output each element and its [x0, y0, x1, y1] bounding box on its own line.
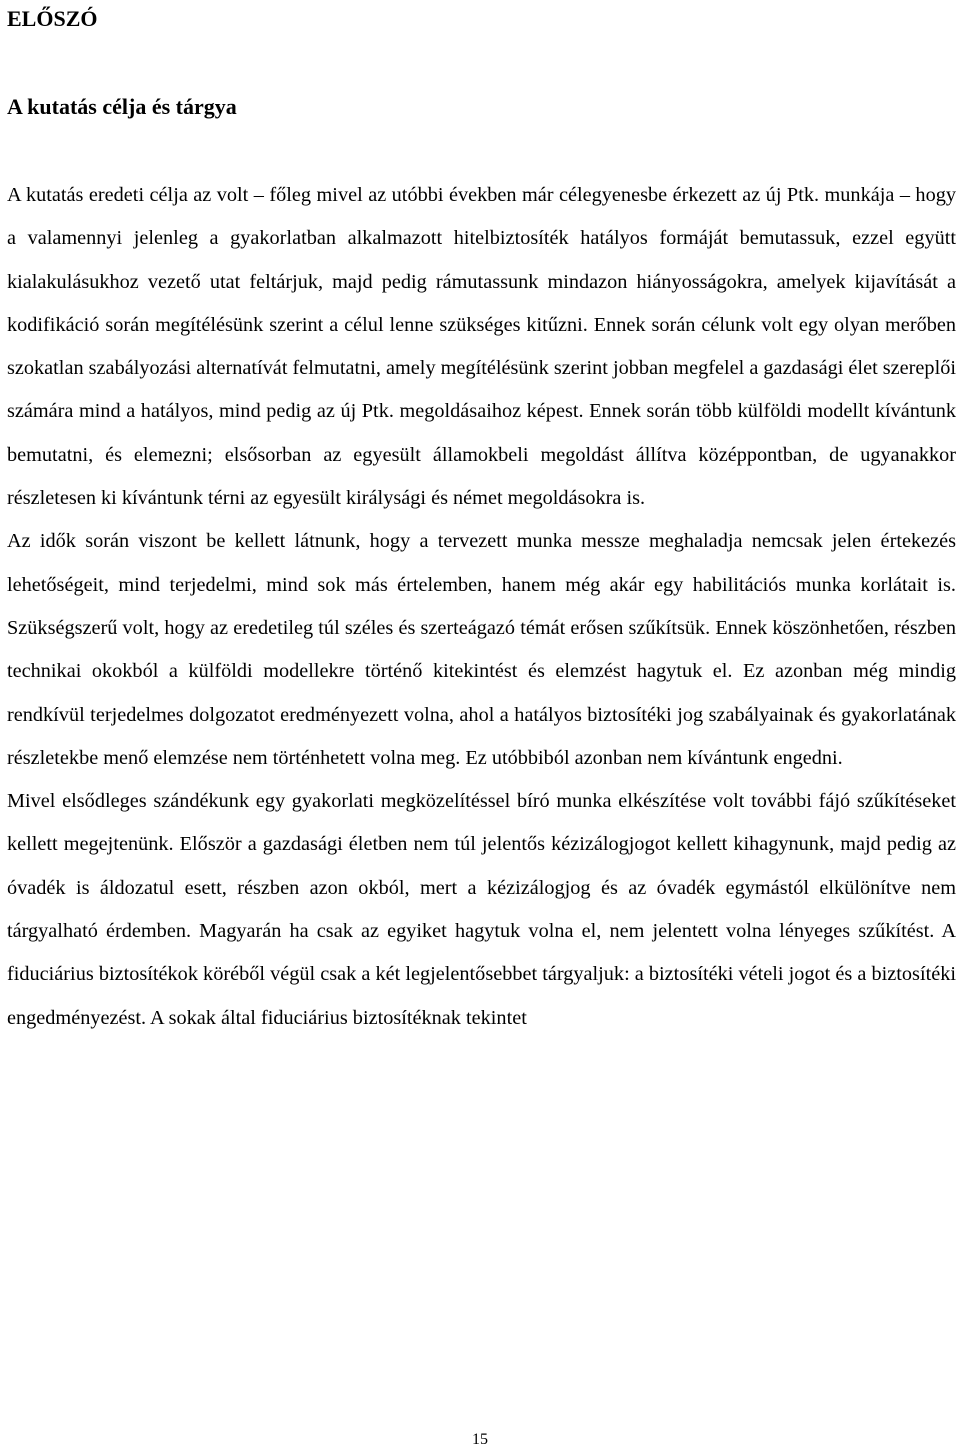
paragraph: A kutatás eredeti célja az volt – főleg mivel az utóbbi években már célegyenesbe érkezett az új Ptk. munkája – hogy a valamennyi jelenleg a gyakorlatban alkalmazott hitelbiztosíték hatályos formáját bemutassuk, ezzel együtt kialakulásukhoz vezető utat feltárjuk, majd pedig rámutassunk mindazon hiányosságokra, amelyek kijavítását a kodifikáció során megítélésünk szerint a célul lenne szükséges kitűzni. Ennek során célunk volt egy olyan merőben szokatlan szabályozási alternatívát felmutatni, amely megítélésünk szerint jobban megfelel a gazdasági élet szereplői számára mind a hatályos, mind pedig az új Ptk. megoldásaihoz képest. Ennek során több külföldi modellt kívántunk bemutatni, és elemezni; elsősorban az egyesült államokbeli megoldást állítva középpontban, de ugyanakkor részletesen ki kívántunk térni az egyesült királysági és német megoldásokra is. — [7, 184, 956, 510]
section-title: A kutatás célja és tárgya — [7, 94, 237, 119]
page-number: 15 — [472, 1431, 488, 1448]
paragraph: Mivel elsődleges szándékunk egy gyakorlati megközelítéssel bíró munka elkészítése volt további fájó szűkítéseket kellett megejtenünk. Először a gazdasági életben nem túl jelentős kézizálogjogot kellett kihagynunk, majd pedig az óvadék is áldozatul esett, részben azon okból, mert a kézizálogjog és az óvadék egymástól elkülönítve nem tárgyalható érdemben. Magyarán ha csak az egyiket hagytuk volna el, nem jelentett volna lényeges szűkítést. A fiduciárius biztosítékok köréből végül csak a két legjelentősebbet tárgyaljuk: a biztosítéki vételi jogot és a biztosítéki engedményezést. A sokak által fiduciárius biztosítéknak tekintet — [7, 790, 956, 1029]
chapter-title: ELŐSZÓ — [7, 6, 98, 31]
paragraph: Az idők során viszont be kellett látnunk, hogy a tervezett munka messze meghaladja nemcsak jelen értekezés lehetőségeit, mind terjedelmi, mind sok más értelemben, hanem még akár egy habilitációs munka korlátait is. Szükségszerű volt, hogy az eredetileg túl széles és szerteágazó témát erősen szűkítsük. Ennek köszönhetően, részben technikai okokból a külföldi modellekre történő kitekintést és elemzést hagytuk el. Ez azonban még mindig rendkívül terjedelmes dolgozatot eredményezett volna, ahol a hatályos biztosítéki jog szabályainak és gyakorlatának részletekbe menő elemzése nem történhetett volna meg. Ez utóbbiból azonban nem kívántunk engedni. — [7, 530, 956, 769]
body-text — [7, 174, 956, 1040]
